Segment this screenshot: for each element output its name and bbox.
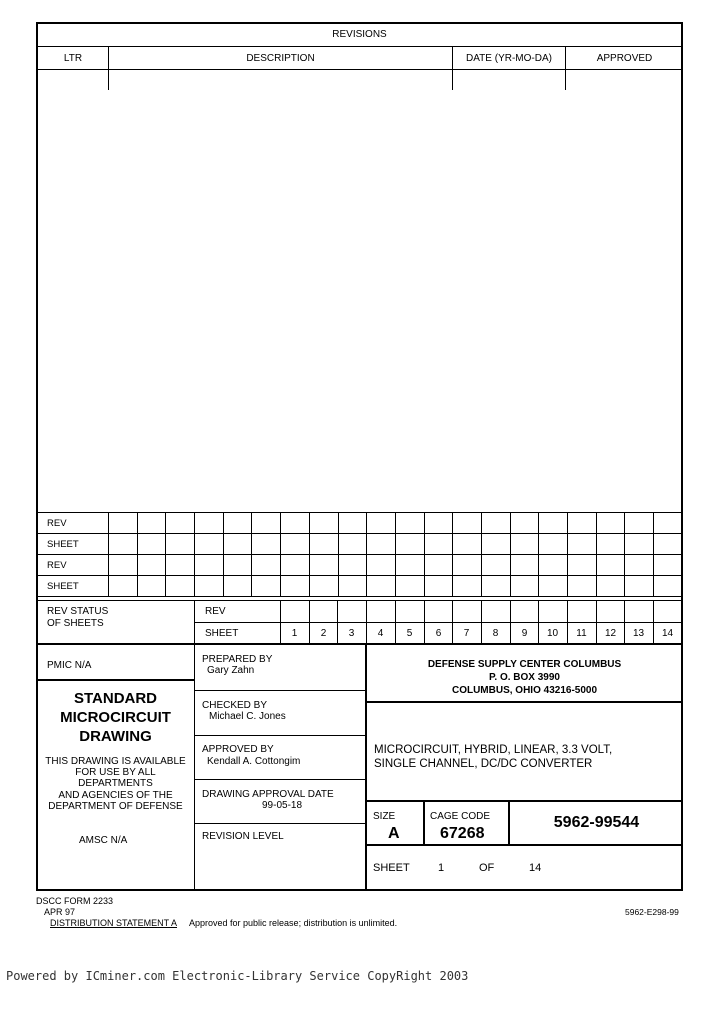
checked-by-label: CHECKED BY	[202, 700, 268, 711]
distribution-label: DISTRIBUTION STATEMENT A	[50, 918, 178, 928]
rev-grid-cell	[395, 534, 424, 555]
rev-grid-cell	[252, 555, 281, 576]
divider	[36, 69, 683, 70]
rev-grid-cell	[281, 555, 310, 576]
rev-status-grid	[37, 512, 683, 597]
rev-grid-cell	[109, 576, 138, 597]
sheet-number-cell: 3	[348, 628, 355, 639]
divider	[194, 690, 366, 691]
rev-grid-cell	[338, 534, 367, 555]
rev-grid-cell	[424, 576, 453, 597]
approval-date: 99-05-18	[262, 800, 303, 811]
rev-grid-row	[38, 555, 683, 576]
rev-grid-row	[38, 576, 683, 597]
rev-grid-cell	[568, 555, 597, 576]
rev-grid-cell	[481, 555, 510, 576]
rev-grid-cell	[539, 534, 568, 555]
standard-title-1: STANDARD	[73, 690, 158, 707]
form-number: DSCC FORM 2233	[36, 896, 114, 906]
sheet-number-cell: 6	[435, 628, 442, 639]
prepared-by-label: PREPARED BY	[202, 654, 273, 665]
rev-grid-cell	[395, 555, 424, 576]
sheet-number-cell: 11	[576, 628, 587, 639]
sheet-number-cell: 1	[291, 628, 298, 639]
rev-grid-cell	[625, 555, 654, 576]
rev-grid-cell	[510, 534, 539, 555]
rev-grid-cell	[596, 513, 625, 534]
rev-grid-cell	[309, 513, 338, 534]
rev-grid-cell	[539, 513, 568, 534]
distribution-text: Approved for public release; distribution is unlimited.	[189, 918, 398, 928]
rev-grid-cell	[281, 534, 310, 555]
rev-grid-cell	[568, 534, 597, 555]
rev-grid-cell	[281, 513, 310, 534]
rev-grid-cell	[453, 555, 482, 576]
standard-title-2: MICROCIRCUIT	[60, 709, 171, 726]
rev-grid-cell	[424, 534, 453, 555]
rev-grid-cell	[654, 513, 683, 534]
divider	[365, 844, 683, 846]
rev-grid-cell	[195, 534, 224, 555]
sheet-number-cell: 5	[406, 628, 413, 639]
status-sheet-label: SHEET	[205, 628, 239, 639]
rev-grid-cell	[309, 555, 338, 576]
rev-grid-cell	[453, 513, 482, 534]
rev-grid-cell	[252, 576, 281, 597]
rev-grid-cell	[453, 576, 482, 597]
rev-grid-cell	[568, 513, 597, 534]
sheet-number-cell: 12	[604, 628, 617, 639]
rev-grid-cell	[252, 513, 281, 534]
rev-grid-cell	[338, 576, 367, 597]
divider	[365, 701, 683, 703]
rev-grid-cell	[252, 534, 281, 555]
rev-grid-cell	[654, 576, 683, 597]
pmic-label: PMIC N/A	[47, 660, 92, 671]
rev-grid-cell	[625, 576, 654, 597]
availability-line: THIS DRAWING IS AVAILABLE	[45, 756, 186, 767]
rev-grid-cell	[137, 555, 166, 576]
rev-grid-cell	[424, 555, 453, 576]
size-label: SIZE	[373, 811, 396, 822]
rev-grid-cell	[195, 513, 224, 534]
approved-by-name: Kendall A. Cottongim	[207, 756, 301, 767]
rev-grid-cell	[223, 513, 252, 534]
divider	[36, 46, 683, 47]
sheet-number-cell: 13	[632, 628, 645, 639]
rev-grid-row-label: SHEET	[38, 534, 109, 555]
rev-grid-cell	[223, 555, 252, 576]
rev-grid-cell	[309, 534, 338, 555]
of-label: OF	[479, 862, 495, 874]
rev-grid-cell	[109, 555, 138, 576]
rev-grid-cell	[195, 555, 224, 576]
availability-line: AND AGENCIES OF THE	[58, 790, 173, 801]
rev-grid-cell	[395, 576, 424, 597]
rev-grid-cell	[453, 534, 482, 555]
rev-grid-cell	[367, 576, 396, 597]
status-rev-label: REV	[205, 606, 226, 617]
rev-grid-cell	[539, 555, 568, 576]
divider	[452, 46, 453, 90]
cage-code-label: CAGE CODE	[430, 811, 491, 822]
divider	[36, 600, 683, 601]
approval-date-label: DRAWING APPROVAL DATE	[202, 789, 334, 800]
form-date: APR 97	[44, 907, 76, 917]
rev-grid-cell	[281, 576, 310, 597]
sheet-number-cell: 10	[546, 628, 559, 639]
rev-grid-row	[38, 513, 683, 534]
divider	[108, 46, 109, 90]
agency-name: DEFENSE SUPPLY CENTER COLUMBUS	[427, 659, 622, 670]
divider	[36, 643, 683, 645]
rev-status-label: REV STATUS	[47, 606, 109, 617]
rev-grid-cell	[596, 576, 625, 597]
rev-grid-cell	[166, 576, 195, 597]
sheet-number-cell: 2	[320, 628, 327, 639]
revisions-title: REVISIONS	[332, 29, 387, 40]
rev-grid-cell	[625, 513, 654, 534]
rev-grid-cell	[424, 513, 453, 534]
rev-grid-cell	[309, 576, 338, 597]
rev-grid-row-label: REV	[38, 513, 109, 534]
rev-grid-cell	[395, 513, 424, 534]
rev-grid-row-label: SHEET	[38, 576, 109, 597]
approved-by-label: APPROVED BY	[202, 744, 274, 755]
divider	[194, 735, 366, 736]
rev-grid-cell	[367, 534, 396, 555]
divider	[36, 679, 195, 681]
rev-grid-cell	[166, 555, 195, 576]
rev-grid-cell	[338, 555, 367, 576]
divider	[423, 800, 425, 845]
drawing-number: 5962-99544	[553, 814, 640, 831]
rev-grid-cell	[109, 513, 138, 534]
rev-grid-cell	[137, 534, 166, 555]
rev-grid-cell	[568, 576, 597, 597]
rev-grid-cell	[338, 513, 367, 534]
sheet-number-cell: 4	[377, 628, 384, 639]
rev-grid-cell	[481, 534, 510, 555]
divider	[194, 622, 683, 623]
drawing-title-1: MICROCIRCUIT, HYBRID, LINEAR, 3.3 VOLT,	[374, 744, 613, 756]
availability-line: FOR USE BY ALL	[75, 767, 156, 778]
col-header-date: DATE (YR-MO-DA)	[466, 53, 552, 64]
sheet-number-cell: 8	[492, 628, 499, 639]
sheet-label: SHEET	[373, 862, 410, 874]
cage-code-value: 67268	[440, 825, 485, 842]
agency-city: COLUMBUS, OHIO 43216-5000	[451, 685, 598, 696]
rev-grid-cell	[109, 534, 138, 555]
sheet-number-cell: 7	[463, 628, 470, 639]
drawing-title-2: SINGLE CHANNEL, DC/DC CONVERTER	[374, 758, 593, 770]
rev-grid-cell	[596, 555, 625, 576]
rev-grid-cell	[481, 513, 510, 534]
rev-grid-cell	[654, 534, 683, 555]
rev-grid-cell	[137, 576, 166, 597]
availability-line: DEPARTMENT OF DEFENSE	[48, 801, 183, 812]
rev-grid-cell	[166, 513, 195, 534]
amsc-label: AMSC N/A	[79, 835, 128, 846]
rev-grid-cell	[223, 534, 252, 555]
rev-grid-cell	[510, 555, 539, 576]
availability-line: DEPARTMENTS	[78, 778, 153, 789]
revision-level-label: REVISION LEVEL	[202, 831, 284, 842]
rev-grid-row-label: REV	[38, 555, 109, 576]
rev-grid-cell	[625, 534, 654, 555]
sheet-number: 1	[438, 862, 445, 874]
rev-grid-cell	[195, 576, 224, 597]
rev-grid-row	[38, 534, 683, 555]
sheet-number-cell: 9	[521, 628, 528, 639]
rev-grid-cell	[223, 576, 252, 597]
rev-grid-cell	[654, 555, 683, 576]
standard-title-3: DRAWING	[79, 728, 152, 745]
divider	[565, 46, 566, 90]
col-header-approved: APPROVED	[596, 53, 653, 64]
rev-grid-cell	[510, 513, 539, 534]
prepared-by-name: Gary Zahn	[207, 665, 255, 676]
col-header-description: DESCRIPTION	[246, 53, 315, 64]
total-sheets: 14	[529, 862, 542, 874]
divider	[365, 800, 683, 802]
size-value: A	[388, 825, 400, 842]
rev-grid-cell	[596, 534, 625, 555]
rev-grid-cell	[137, 513, 166, 534]
divider	[194, 779, 366, 780]
divider	[194, 823, 366, 824]
checked-by-name: Michael C. Jones	[209, 711, 286, 722]
of-sheets-label: OF SHEETS	[47, 618, 104, 629]
col-header-ltr: LTR	[63, 53, 83, 64]
rev-grid-cell	[481, 576, 510, 597]
agency-address: P. O. BOX 3990	[489, 672, 560, 683]
rev-grid-cell	[166, 534, 195, 555]
rev-grid-cell	[510, 576, 539, 597]
rev-grid-cell	[539, 576, 568, 597]
watermark-text: Powered by ICminer.com Electronic-Library Service CopyRight 2003	[6, 969, 469, 983]
rev-grid-cell	[367, 513, 396, 534]
sheet-number-cell: 14	[661, 628, 674, 639]
rev-grid-cell	[367, 555, 396, 576]
document-code: 5962-E298-99	[625, 907, 679, 917]
